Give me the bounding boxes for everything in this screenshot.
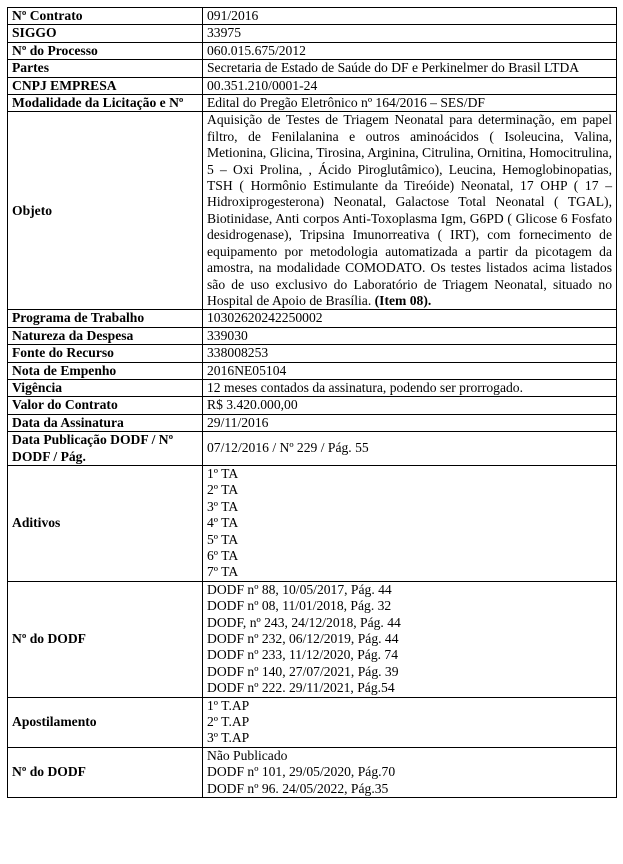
- label-natureza: Natureza da Despesa: [8, 327, 203, 344]
- value-aditivos: [203, 465, 617, 581]
- dodf-item: DODF nº 96. 24/05/2022, Pág.35: [207, 780, 389, 796]
- value-valor: R$ 3.420.000,00: [203, 397, 617, 414]
- row-dodf-aditivos: [8, 581, 617, 697]
- row-natureza: [8, 327, 617, 344]
- aditivo-item: 7º TA: [207, 564, 239, 580]
- value-contrato: 091/2016: [203, 8, 617, 25]
- label-objeto: Objeto: [8, 112, 203, 310]
- value-assinatura: 29/11/2016: [203, 414, 617, 431]
- value-empenho: 2016NE05104: [203, 362, 617, 379]
- value-processo: 060.015.675/2012: [203, 42, 617, 59]
- aditivo-item: 1º TA: [207, 465, 239, 481]
- contract-document: [7, 7, 617, 798]
- apostilamento-item: 2º T.AP: [207, 714, 250, 730]
- aditivo-item: 5º TA: [207, 531, 239, 547]
- dodf-item: DODF nº 233, 11/12/2020, Pág. 74: [207, 647, 399, 663]
- aditivo-item: 4º TA: [207, 515, 239, 531]
- value-modalidade: Edital do Pregão Eletrônico nº 164/2016 – SES/DF: [203, 95, 617, 112]
- value-publicacao: 07/12/2016 / Nº 229 / Pág. 55: [203, 432, 617, 466]
- label-valor: Valor do Contrato: [8, 397, 203, 414]
- row-cnpj: [8, 77, 617, 94]
- label-vigencia: Vigência: [8, 379, 203, 396]
- dodf-item: DODF nº 101, 29/05/2020, Pág.70: [207, 764, 396, 780]
- row-vigencia: [8, 379, 617, 396]
- label-apostilamento: Apostilamento: [8, 697, 203, 747]
- label-assinatura: Data da Assinatura: [8, 414, 203, 431]
- value-dodf-apostilamento: [203, 747, 617, 797]
- apostilamento-item: 1º T.AP: [207, 697, 250, 713]
- row-processo: [8, 42, 617, 59]
- label-modalidade: Modalidade da Licitação e Nº: [8, 95, 203, 112]
- label-aditivos: Aditivos: [8, 465, 203, 581]
- label-siggo: SIGGO: [8, 25, 203, 42]
- aditivo-item: 2º TA: [207, 482, 239, 498]
- value-dodf-aditivos: [203, 581, 617, 697]
- aditivo-item: 6º TA: [207, 548, 239, 563]
- row-assinatura: [8, 414, 617, 431]
- row-fonte: [8, 345, 617, 362]
- row-contrato: [8, 8, 617, 25]
- value-programa: 10302620242250002: [203, 310, 617, 327]
- label-empenho: Nota de Empenho: [8, 362, 203, 379]
- value-vigencia: 12 meses contados da assinatura, podendo ser prorrogado.: [203, 379, 617, 396]
- label-programa: Programa de Trabalho: [8, 310, 203, 327]
- label-dodf-aditivos: Nº do DODF: [8, 581, 203, 697]
- contract-table: [7, 7, 617, 798]
- value-objeto: [203, 112, 617, 310]
- row-valor: [8, 397, 617, 414]
- dodf-item: DODF, nº 243, 24/12/2018, Pág. 44: [207, 614, 401, 630]
- label-cnpj: CNPJ EMPRESA: [8, 77, 203, 94]
- row-aditivos: [8, 465, 617, 581]
- dodf-item: DODF nº 222. 29/11/2021, Pág.54: [207, 680, 395, 696]
- row-empenho: [8, 362, 617, 379]
- apostilamento-item: 3º T.AP: [207, 730, 250, 746]
- row-partes: [8, 60, 617, 77]
- objeto-item-ref: (Item 08).: [374, 292, 432, 308]
- label-publicacao: Data Publicação DODF / Nº DODF / Pág.: [8, 432, 203, 466]
- row-dodf-apostilamento: [8, 747, 617, 797]
- value-natureza: 339030: [203, 327, 617, 344]
- value-fonte: 338008253: [203, 345, 617, 362]
- value-cnpj: 00.351.210/0001-24: [203, 77, 617, 94]
- dodf-item: DODF nº 88, 10/05/2017, Pág. 44: [207, 581, 392, 597]
- label-contrato: Nº Contrato: [8, 8, 203, 25]
- row-apostilamento: [8, 697, 617, 747]
- label-dodf-apostilamento: Nº do DODF: [8, 747, 203, 797]
- label-partes: Partes: [8, 60, 203, 77]
- value-siggo: 33975: [203, 25, 617, 42]
- value-apostilamento: [203, 697, 617, 747]
- row-modalidade: [8, 95, 617, 112]
- row-programa: [8, 310, 617, 327]
- dodf-item: DODF nº 232, 06/12/2019, Pág. 44: [207, 631, 399, 647]
- dodf-item: DODF nº 08, 11/01/2018, Pág. 32: [207, 598, 392, 614]
- dodf-item: DODF nº 140, 27/07/2021, Pág. 39: [207, 663, 399, 679]
- value-partes: Secretaria de Estado de Saúde do DF e Perkinelmer do Brasil LTDA: [203, 60, 617, 77]
- objeto-text: Aquisição de Testes de Triagem Neonatal para determinação, em papel filtro, de Fenilalanina e outros aminoácidos ( Isoleucina, Valina, Metionina, Glicina, Tirosina, Arginina, Citrulina, Ornitina, Homocitrulina, 5 – Oxi Prolina, , Ácido Piroglutâmico), Leucina, Hemoglobinopatias, TSH ( Hormônio Estimulante da Tireóide) Neonatal, 17 OHP ( 17 – Hidroxiprogesterona) Neonatal, Galactose Total Neonatal ( TGAL), Biotinidase, Anti corpos Anti-Toxoplasma Igm, G6PD ( Glicose 6 Fosfato desidrogenase), Tripsina Imunorreativa ( IRT), com fornecimento de equipamento por metodologia automatizada a partir da picotagem da amostra, na modalidade COMODATO. Os testes listados acima listados são de uso exclusivo do Laboratório de Triagem Neonatal, situado no Hospital de Apoio de Brasília.: [207, 112, 612, 308]
- aditivo-item: 3º TA: [207, 498, 239, 514]
- label-processo: Nº do Processo: [8, 42, 203, 59]
- row-objeto: [8, 112, 617, 310]
- row-publicacao: [8, 432, 617, 466]
- label-fonte: Fonte do Recurso: [8, 345, 203, 362]
- dodf-item: Não Publicado: [207, 747, 288, 763]
- row-siggo: [8, 25, 617, 42]
